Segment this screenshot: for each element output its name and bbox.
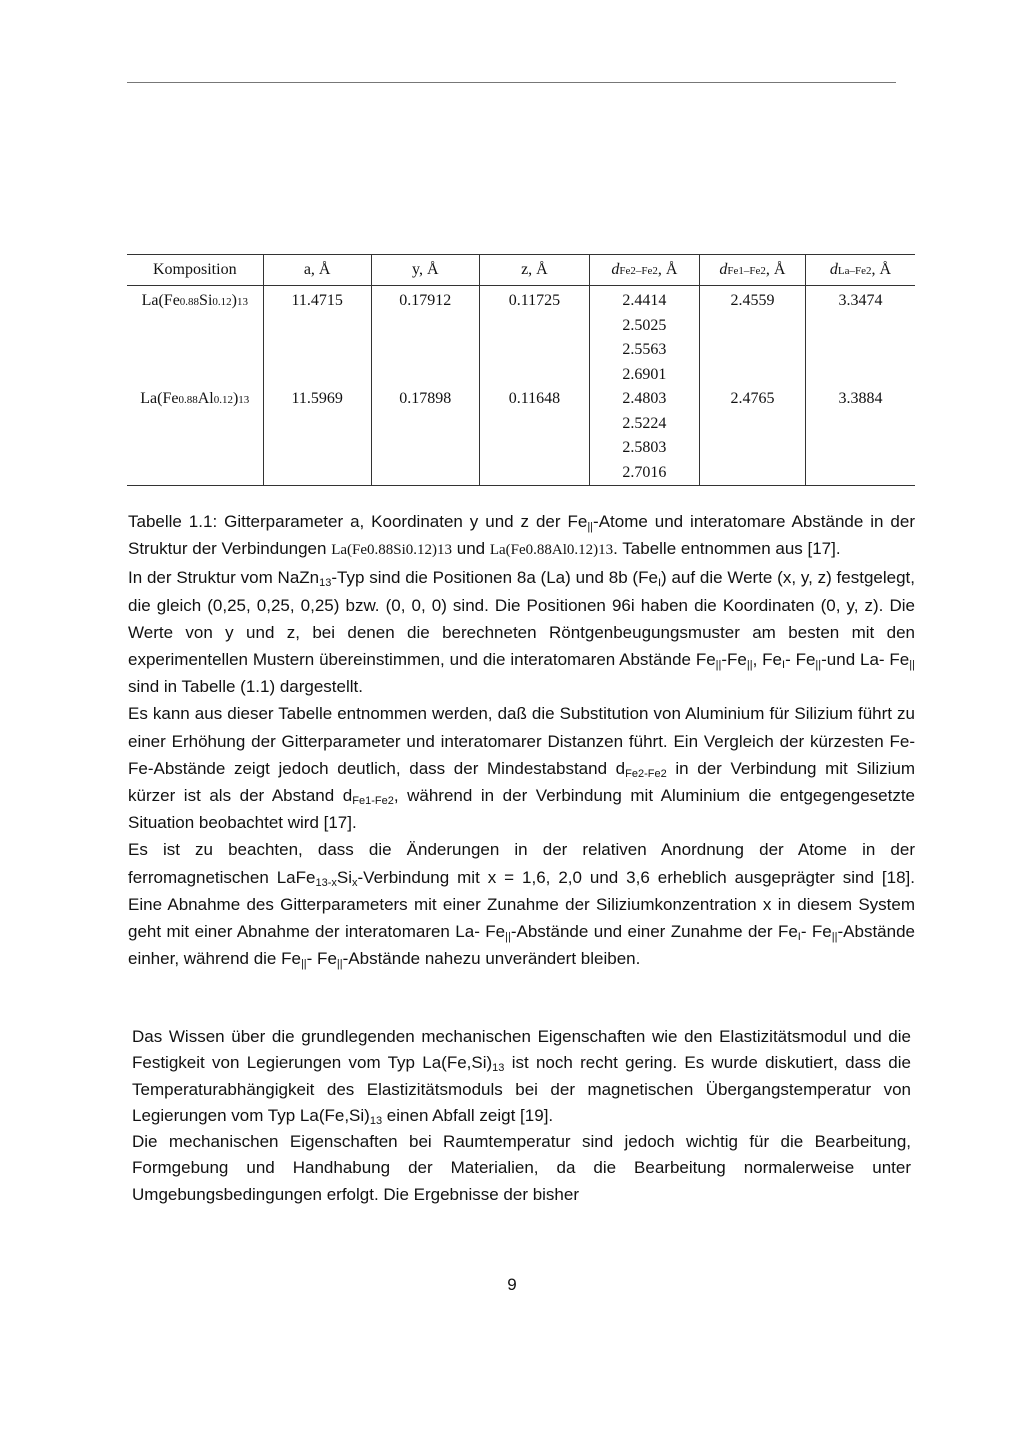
cell-dfe1fe2: 2.4765 <box>699 387 805 486</box>
cell-a: 11.5969 <box>263 387 371 486</box>
col-y: y, Å <box>371 255 479 286</box>
cell-y: 0.17898 <box>371 387 479 486</box>
col-dfe1fe2: dFe1–Fe2, Å <box>699 255 805 286</box>
cell-z: 0.11725 <box>479 286 589 388</box>
cell-z: 0.11648 <box>479 387 589 486</box>
paragraph: Es ist zu beachten, dass die Änderungen in der relativen Anordnung der Atome in der ferromagnetischen $LaFe_{13-x}Si_x$-Verbindung mit x = 1,6, 2,0 und 3,6 erheblich ausgeprägter sind [18]. Eine Abnahme des Gitterparameters mit einer Zunahme der Siliziumkonzentration x in diesem System geht mit einer Abnahme der interatomaren La- $Fe_{||}$-Abstände und einer Zunahme der $Fe_I-$ $Fe_{||}$-Abstände einher, während die $Fe_{||}-$ $Fe_{||}$-Abstände nahezu unverändert bleiben. <box>128 840 915 971</box>
cell-dfe2fe2: 2.4414 2.5025 2.5563 2.6901 <box>589 286 699 388</box>
cell-composition: La(Fe0.88Al0.12)13 <box>127 387 263 486</box>
header-rule <box>127 82 896 83</box>
lattice-parameter-table <box>127 254 915 486</box>
paragraph: Es kann aus dieser Tabelle entnommen werden, daß die Substitution von Aluminium für Silizium führt zu einer Erhöhung der Gitterparameter und interatomarer Distanzen führt. Ein Vergleich der kürzesten Fe-Fe-Abstände zeigt jedoch deutlich, dass der Mindestabstand $d_{Fe2-Fe2}$ in der Verbindung mit Silizium kürzer ist als der Abstand $d_{Fe1-Fe2}$, während in der Verbindung mit Aluminium die entgegengesetzte Situation beobachtet wird [17]. <box>128 704 916 833</box>
secondary-text-block <box>132 1024 911 1208</box>
cell-y: 0.17912 <box>371 286 479 388</box>
col-dfe2fe2: dFe2–Fe2, Å <box>589 255 699 286</box>
table-row <box>127 387 915 486</box>
paragraph: In der Struktur vom NaZn$_{13}$-Typ sind die Positionen 8a (La) und 8b $(Fe_I)$ auf die Werte (x, y, z) festgelegt, die gleich (0,25, 0,25, 0,25) bzw. (0, 0, 0) sind. Die Positionen 96i haben die Koordinaten (0, y, z). Die Werte von y und z, bei denen die berechneten Röntgenbeugungsmuster am besten mit den experimentellen Mustern übereinstimmen, und die interatomaren Abstände $Fe_{||}-Fe_{||}$, $Fe_I-$ $Fe_{||}$-und La- $Fe_{||}$ sind in Tabelle (1.1) dargestellt. <box>128 568 915 697</box>
col-dlafe2: dLa–Fe2, Å <box>805 255 915 286</box>
paragraph: Das Wissen über die grundlegenden mechanischen Eigenschaften wie den Elastizitätsmodul und die Festigkeit von Legierungen vom Typ $La(Fe,Si)_{13}$ ist noch recht gering. Es wurde diskutiert, dass die Temperaturabhängigkeit des Elastizitätsmoduls bei der magnetischen Übergangstemperatur von Legierungen vom Typ $La(Fe,Si)_{13}$ einen Abfall zeigt [19]. <box>132 1027 911 1127</box>
cell-dfe2fe2: 2.4803 2.5224 2.5803 2.7016 <box>589 387 699 486</box>
col-a: a, Å <box>263 255 371 286</box>
cell-dlafe2: 3.3884 <box>805 387 915 486</box>
cell-dfe1fe2: 2.4559 <box>699 286 805 388</box>
main-text-block <box>128 508 915 972</box>
col-komposition: Komposition <box>127 255 263 286</box>
table-header-row <box>127 255 915 286</box>
col-z: z, Å <box>479 255 589 286</box>
cell-composition: La(Fe0.88Si0.12)13 <box>141 292 248 309</box>
cell-a: 11.4715 <box>263 286 371 388</box>
table-caption: Tabelle 1.1: Gitterparameter a, Koordinaten y und z der $Fe_{||}$-Atome und interatomare Abstände in der Struktur der Verbindungen La(Fe0.88Si0.12)13 und La(Fe0.88Al0.12)13. Tabelle entnommen aus [17]. <box>128 512 915 559</box>
page-number: 9 <box>507 1275 517 1294</box>
paragraph: Die mechanischen Eigenschaften bei Raumtemperatur sind jedoch wichtig für die Bearbeitung, Formgebung und Handhabung der Materialien, da die Bearbeitung normalerweise unter Umgebungsbedingungen erfolgt. Die Ergebnisse der bisher <box>132 1132 911 1204</box>
cell-dlafe2: 3.3474 <box>805 286 915 388</box>
table-row <box>127 286 915 388</box>
